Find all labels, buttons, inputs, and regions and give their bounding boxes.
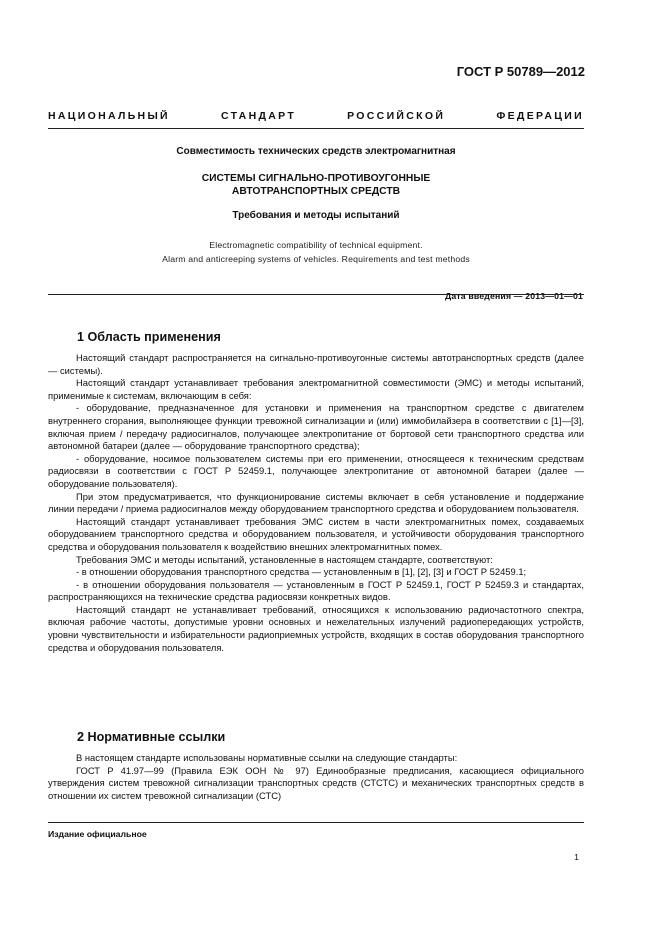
english-title	[48, 238, 584, 266]
footer-divider	[48, 822, 584, 823]
title-main-line-b: АВТОТРАНСПОРТНЫХ СРЕДСТВ	[231, 186, 401, 197]
title-divider	[48, 294, 584, 295]
title-line-1: Совместимость технических средств электромагнитная	[176, 146, 456, 157]
section-1-body	[48, 352, 584, 654]
introduction-date: Дата введения — 2013—01—01	[445, 291, 583, 301]
paragraph: - оборудование, предназначенное для установки и применения на транспортном средстве с двигателем внутреннего сгорания, выполняющее функции тревожной сигнализации и (или) иммобилайзера в соответствии с [1]—[3], включая прием / передачу радиосигналов, получающее электропитание от бортовой сети транспортного средства или автономной батареи (далее — оборудование транспортного средства);	[48, 402, 584, 452]
title-main	[48, 172, 584, 198]
paragraph: Настоящий стандарт распространяется на сигнально-противоугонные системы автотранспортных средств (далее — системы).	[48, 352, 584, 376]
title-subtitle: Требования и методы испытаний	[232, 210, 400, 221]
paragraph: Настоящий стандарт не устанавливает требований, относящихся к использованию радиочастотного спектра, включая рабочие частоты, допустимые уровни основных и нежелательных излучений радиопередающих устройств, уровни чувствительности и избирательности радиоприемных устройств, входящих в состав оборудования транспортного средства и оборудования пользователя.	[48, 603, 584, 653]
english-title-line-2: Alarm and anticreeping systems of vehicles. Requirements and test methods	[162, 254, 470, 264]
header-divider	[48, 128, 584, 129]
official-edition-label: Издание официальное	[48, 829, 147, 839]
section-2-title: 2 Нормативные ссылки	[77, 730, 226, 744]
paragraph: - в отношении оборудования пользователя — установленным в ГОСТ Р 52459.1, ГОСТ Р 52459.3 и стандартах, распространяющихся на технические средства радиосвязи конкретных видов.	[48, 578, 584, 603]
national-standard-heading: НАЦИОНАЛЬНЫЙ СТАНДАРТ РОССИЙСКОЙ ФЕДЕРАЦИИ	[48, 110, 584, 122]
paragraph: - в отношении оборудования транспортного средства — установленным в [1], [2], [3] и ГОСТ Р 52459.1;	[76, 566, 527, 578]
section-1-title: 1 Область применения	[77, 330, 221, 344]
english-title-line-1: Electromagnetic compatibility of technical equipment.	[209, 240, 423, 250]
paragraph: ГОСТ Р 41.97—99 (Правила ЕЭК ООН № 97) Единообразные предписания, касающиеся официального утверждения систем тревожной сигнализации транспортных средств (СТСТС) и механических транспортных средств в отношении их систем тревожной сигнализации (СТС)	[48, 764, 584, 801]
paragraph: - оборудование, носимое пользователем системы при его применении, относящееся к техническим средствам радиосвязи в соответствии с ГОСТ Р 52459.1, получающее электропитание от автономной батареи (далее — оборудование пользователя).	[48, 452, 584, 489]
title-main-line-a: СИСТЕМЫ СИГНАЛЬНО-ПРОТИВОУГОННЫЕ	[201, 173, 431, 184]
paragraph: Требования ЭМС и методы испытаний, установленные в настоящем стандарте, соответствуют:	[76, 553, 493, 565]
page-number: 1	[574, 852, 579, 862]
paragraph: Настоящий стандарт устанавливает требования ЭМС систем в части электромагнитных помех, создаваемых оборудованием транспортного средства и оборудованием пользователя, и устойчивости оборудования транспортного средства и оборудования пользователя к воздействию внешних электромагнитных помех.	[48, 515, 584, 552]
paragraph: Настоящий стандарт устанавливает требования электромагнитной совместимости (ЭМС) и методы испытаний, применимые к системам, включающим в себя:	[48, 377, 584, 401]
paragraph: В настоящем стандарте использованы нормативные ссылки на следующие стандарты:	[76, 752, 458, 763]
section-2-body	[48, 752, 584, 802]
document-code: ГОСТ Р 50789—2012	[456, 64, 585, 79]
paragraph: При этом предусматривается, что функционирование системы включает в себя установление и поддержание линии передачи / приема радиосигналов между оборудованием транспортного средства и оборудованием пользователя.	[48, 490, 584, 515]
